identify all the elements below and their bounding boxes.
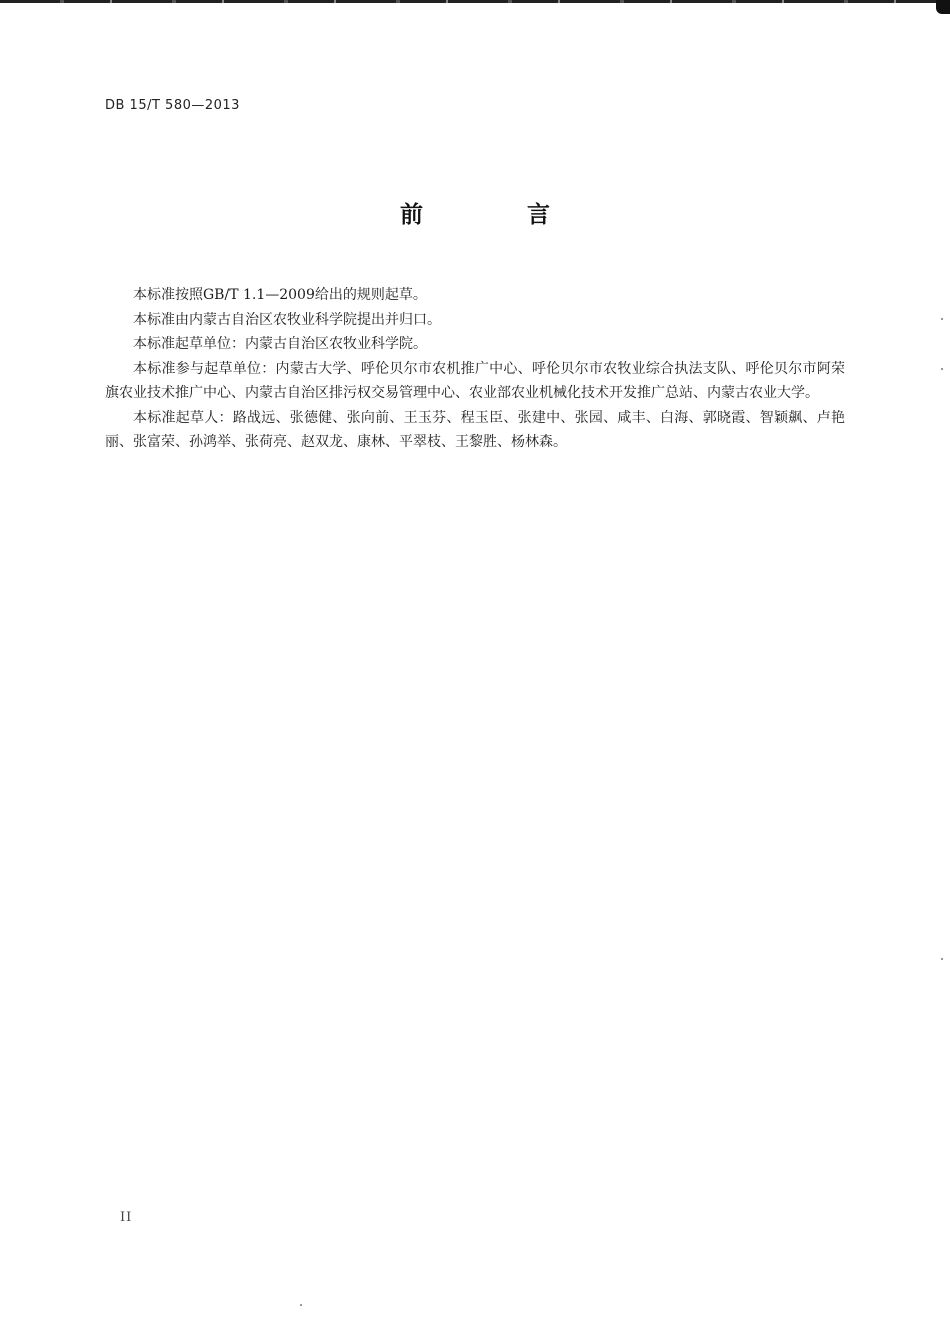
scan-speck — [941, 318, 943, 320]
scan-speck — [300, 1304, 302, 1306]
scan-speck — [941, 958, 943, 960]
paragraph-drafting-rules: 本标准按照GB/T 1.1—2009给出的规则起草。 — [133, 287, 427, 303]
paragraph-drafting-unit: 本标准起草单位：内蒙古自治区农牧业科学院。 — [133, 336, 427, 352]
paragraph-proposer: 本标准由内蒙古自治区农牧业科学院提出并归口。 — [133, 311, 441, 328]
top-border-rule — [0, 0, 950, 3]
section-title: 前 言 — [399, 202, 598, 228]
page-number: II — [120, 1210, 133, 1225]
corner-scan-mark — [936, 0, 950, 14]
scan-speck — [941, 368, 943, 370]
standard-code: DB 15/T 580—2013 — [105, 98, 240, 113]
paragraph-participating-units: 本标准参与起草单位：内蒙古大学、呼伦贝尔市农机推广中心、呼伦贝尔市农牧业综合执法支队、呼伦贝尔市阿荣旗农业技术推广中心、内蒙古自治区排污权交易管理中心、农业部农业机械化技术开发推广总站、内蒙古农业大学。 — [105, 360, 845, 401]
foreword-body — [105, 283, 845, 455]
paragraph-drafters: 本标准起草人：路战远、张德健、张向前、王玉芬、程玉臣、张建中、张园、咸丰、白海、郭晓霞、智颖飙、卢艳丽、张富荣、孙鸿举、张荷亮、赵双龙、康林、平翠枝、王黎胜、杨林森。 — [105, 409, 845, 450]
